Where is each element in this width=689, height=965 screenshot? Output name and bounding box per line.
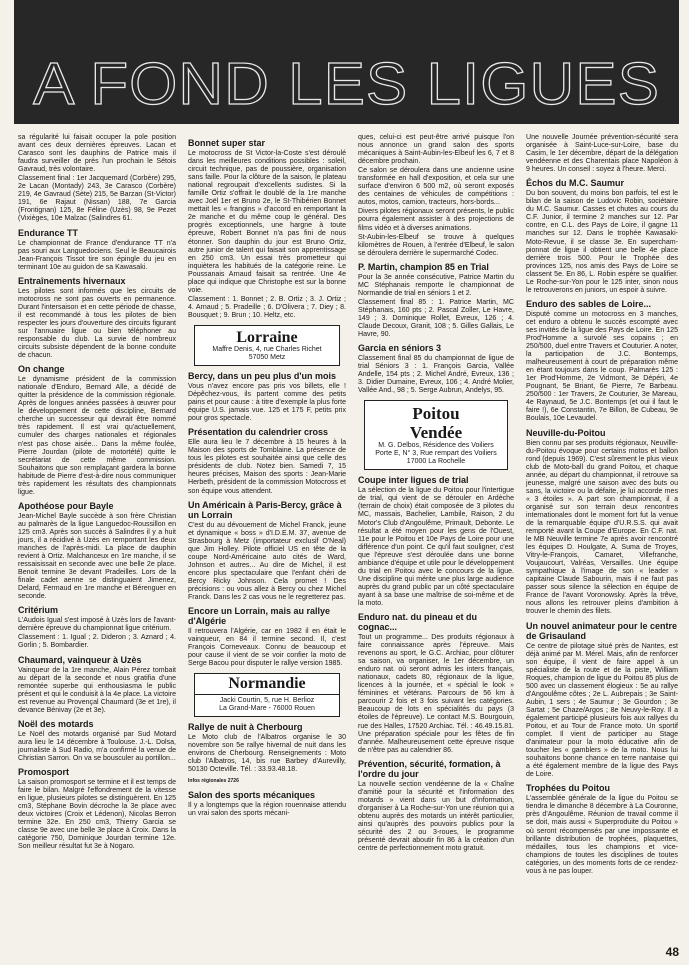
page-number: 48	[665, 945, 679, 959]
article-paragraph: Bien connu par ses produits régionaux, Neuville-du-Poitou évoque pour certains motos et ballon rond (depuis 1969). C'est sûrement le plus vieux club de Moto-ball du grand Poitou, et chaque année, au départ du championnat, il retrouve sa jeunesse, malgré une saison avec des buts ou sans, la victoire ou la défaite, je lui accorde mes « 3 étoiles ». A part son championnat, il a organisé sur son terrain deux rencontres internationales dont le moment fort fut la venue de la remarquable équipe d'U.R.S.S. qui avait remporté avant la Coupe d'Europe. En C.F. nat. le MB Neuville termine 7e après avoir rencontré les équipes D. Houlgate, A. Suma de Troyes, Vitry-le-François, Camaret, Villefranche, Voujaucourt, Valréas, Versailles. Une équipe sympathique à l'image de son « leader » capitaine Claude Sabourin, mais il ne faut pas passer sous silence la sélection en équipe de France de l'avant Voronowsky. Après la trêve, nous allons les retrouver pleins d'ambition à trouver le chemin des filets.	[526, 439, 678, 616]
article-paragraph: Classement final 85 du championnat de ligue de trial Séniors 3 : 1. François Garcia, Vallée Andelle, 154 pts ; 2. Michel André, Evreux, 136 ; 3. Didier Dumaine, Evreux, 106 ; 4. André Molier, Vallée And., 98 ; 5. Serge Aubrun, Andelys, 95.	[358, 355, 514, 395]
section-heading: Encore un Lorrain, mais au rallye d'Algérie	[188, 606, 331, 627]
league-address-line: M. G. Delbos, Résidence des Voiliers	[378, 442, 494, 450]
league-address-line: Maffre Denis, 4, rue Charles Richet	[212, 345, 322, 353]
caption-label: Infos régionales 2726	[188, 778, 239, 785]
article-paragraph: Vainqueur de la 1re manche, Alain Pérez tombait au départ de la seconde et nous gratifia d'une remontée superbe qui enthousiasma le public présent et qui le conduisit à la 4e place. La victoire est revenue au Provençal Chaumard (3e et 1re), il devance Bénivay (2e et 3e).	[18, 666, 176, 714]
column-4	[526, 134, 678, 877]
article-paragraph: Jean-Michel Bayle succède à son frère Christian au palmarès de la ligue Languedoc-Roussillon en 125 cm3. Après son succès à Salindres il y a huit jours, il a récidivé à Uzès en remportant les deux manches de l'après-midi. La place de dauphin revient à Ortiz. Malchanceux en 1re manche, il se ressaisissait en seconde avec une belle 2e place. Benoit termine 3e devant Pradeilles. Lors de la finale cadet aenne se distinguaient Jimenez, Delard, Fermaud en 1re manche et Bérenguer en seconde.	[18, 512, 176, 601]
section-heading: Coupe inter ligues de trial	[358, 475, 469, 486]
article-paragraph: Divers pilotes régionaux seront présents, le public pourra également assister à des projections de films vidéo et à diverses animations.	[358, 208, 514, 232]
section-heading: Entraînements hivernaux	[18, 275, 126, 286]
article-paragraph: Le Noël des motards organisé par Sud Motard aura lieu le 14 décembre à Toulouse. J.-L. Dolsa, journaliste à Sud Radio, m'a confirmé la venue de Christian Sarron. On va se bousculer au portillon...	[18, 730, 176, 762]
league-contact-box	[364, 400, 508, 470]
article-paragraph: Ce centre de pilotage situé près de Nantes, est déjà animé par M. Mérel. Mais, afin de renforcer son équipe, il vient de faire appel à un spécialiste de la route et de la piste, William Roques, champion de ligue du Poitou 85 plus de 500 avec un classement élogieux : 5e au rallye d'Angoulême côtes ; 2e L. Aubrepais ; 3e Saint-Aubin, 1 sers ; 4e Saumur ; 3e Gourdon ; 3e Sartat ; 5e Chaze/Argos ; 8e Neuvy-le-Roy. Il a également participé plusieurs fois aux rallyes du Poitou, et au Tour de France moto. Un sportif complet. Il vient de participer au Stage d'animateur pour la moto éducative afin de toucher les « gamblers » de la moto. Nous lui souhaitons bonne chance en terre nantaise qui a été également membre de la ligue des Pays de Loire.	[526, 642, 678, 779]
article-paragraph: Disputé comme un motocross en 3 manches, cet enduro a obtenu le succès escompté avec ses invités de la ligue des Pays de Loire. En 125 Prod'Homme a survolé ses copains ; en 250/500, duel entre Travers et Couturier. A noter, la participation de J.C. Bontemps, malheureusement à court de préparation même en étant toujours dans le coup. Palmarès 125 : 1er Prod'Homme, 2e Vidmont, 3e Dépéri, 4e Pougnant, 5e Briant, 6e Pierre, 7e Barbeau. 250/500 : 1er Travers, 2e Couturier, 3e Mareau, 4e Raynaud, 5e J.C. Bontemps (et oui il faut le faire !), 6e Constantin, 7e Billon, 8e Cubeau, 9e Boulais, 10e Levaudel.	[526, 310, 678, 423]
section-heading: Rallye de nuit à Cherbourg	[188, 722, 303, 733]
article-paragraph: Une nouvelle Journée prévention-sécurité sera organisée à Saint-Luce-sur-Loire, base du Casim, le 1er décembre, départ de la délégation vendéenne et des Charentais place Napoléon à 9 heures. Un conseil : soyez à l'heure. Merci.	[526, 134, 678, 174]
section-heading: Bonnet super star	[188, 138, 266, 148]
column-1	[18, 134, 176, 852]
article-paragraph: ques, celui-ci est peut-être arrivé puisque l'on nous annonce un grand salon des sports mécaniques à Saint-Aubin-les-Elbeuf les 6, 7 et 8 décembre prochain.	[358, 134, 514, 166]
section-heading: Présentation du calendrier cross	[188, 427, 329, 438]
section-heading: Prévention, sécurité, formation, à l'ordre du jour	[358, 758, 501, 779]
league-contact-box	[194, 673, 340, 717]
article-paragraph: Le dynamisme président de la commission nationale d'Enduro, Bernard Alle, a décidé de quitter la présidence de la commission régionale. Après de longues années passées à œuvrer pour le développement de cette discipline, Bernard cherche un successeur qui devrait être nommé très rapidement. Il est vrai qu'actuellement, cumuler des charges nationales et régionales n'est pas chose aisée... Dans la même foulée, Pierre Jourdan (pilote de motortété) quitte le secrétariat de cette même commission. Souhaitons que son remplaçant gardera la bonne habitude de Pierre d'est-à-dire nous communiquer très rapidement les résultats des championnats ligue.	[18, 376, 176, 496]
article-paragraph: La nouvelle section vendéenne de la « Chaîne d'amitié pour la sécurité et l'information des motards » vient dans un but d'information, d'organiser à La Roche-sur-Yon une réunion qui a obtenu auprès des motards un intérêt particulier, ainsi qu'auprès des pouvoirs publics pour la sécurité des 2 ou 3-roues, le programme présenté devrait aboutir fin 86 à la création d'un centre de perfectionnement moto gratuit.	[358, 780, 514, 853]
section-heading: Apothéose pour Bayle	[18, 500, 114, 511]
article-paragraph: Le motocross de St Victor-la-Coste s'est déroulé dans les meilleures conditions possibles : soleil, circuit technique, pas de poussière, organisation sans faille. Pour la clôture de la saison, le plateau national regroupait d'excellents sudistes. Si la famille Ortiz s'offrait le doublé de la 1re manche avec Joël 1er et Bruno 2e, le St-Thibérien Bonnet mettait les « frangins » d'accord en remportant la 2e manche et du même coup le général. Des progrès exceptionnels, une hargne à toute épreuve, Robert Bonnet n'a pas fini de nous étonner. Son dauphin du jour est Bruno Ortiz, autre junior de talent qui faisait son apprentissage en 250 cm3. Un essai très prometteur qui inquiètera les habitués de la catégorie reine. Le Poussanais Arnaud faisait sa rentrée. Une 4e place qui indique que Christophe est sur la bonne voie.	[188, 150, 346, 294]
section-heading: Neuville-du-Poitou	[526, 427, 606, 438]
league-name: Lorraine	[236, 328, 298, 346]
article-paragraph: sa régularité lui faisait occuper la pole position avant ces deux dernières épreuves. Lacan et Carasco sont les dauphins de Patrice mais il faudra surveiller de près l'un prochain le Sétois Gavraud, très volontaire.	[18, 134, 176, 174]
article-paragraph: Tout un programme... Des produits régionaux à faire connaissance après l'épreuve. Mais revenons au sport, le G.C. Archiac, pour clôturer sa saison, va organiser, le 1er décembre, un enduro nat. où seront admis les inters français, nationaux, cadets 80, régionaux de la ligue, licences à la journée, et « spécial le look » féminines et vétérans. Parcours de 56 km à parcourir 2 fois et 3 fois suivant les catégories. Beaucoup de lots en spécialités du pays (3 étoiles de l'épreuve). Le contact M.S. Bourgouin, rue des Halles, 17520 Archiac. Tél. : 46.49.15.81. Une préparation spéciale pour les fêtes de fin d'année. Malheureusement cette épreuve risque de n'être pas au calendrier 86.	[358, 634, 514, 754]
article-paragraph: Le Moto club de l'Albatros organise le 30 novembre son 5e rallye hivernal de nuit dans les environs de Cherbourg. Renseignements : Moto club l'Albatros, 14, bis rue Barbey d'Aurevilly, 50130 Octeville. Tél. : 33.93.48.18.	[188, 734, 346, 774]
section-heading: Enduro nat. du pineau et du cognac...	[358, 612, 477, 633]
article-paragraph: Le championnat de France d'endurance TT n'a pas souri aux Languedociens. Seul le Beaucairois Jean-François Tissot tire son épingle du jeu en terminant 10e au guidon de sa Kawasaki.	[18, 239, 176, 271]
article-paragraph: La saison promosport se termine et il est temps de faire le bilan. Malgré l'effondrement de la vitesse en ligue, plusieurs pilotes se distinguèrent. En 125 cm3, Stéphane Bovin décroche la 3e place avec deux victoires (Croix et Lédenon), Nicolas Berron termine 32e. En 250 cm3, Thierry Garcia se classe 9e avec une belle 3e place à Croix. Dans la catégorie 750, Dominique Jourdan termine 12e. Son meilleur résultat fut 3e à Nogaro.	[18, 779, 176, 851]
article-paragraph: Elle aura lieu le 7 décembre à 15 heures à la Maison des sports de Tomblaine. La présence de tous les pilotes est souhaitée ainsi que celle des présidents de club. Notez bien. Samedi 7, 15 heures précises, Maison des sports : Jean-Marie Herbeth, président de la commission Motocross et son équipe vous attendent.	[188, 439, 346, 495]
league-name: Poitou Vendée	[409, 404, 463, 443]
league-name: Normandie	[195, 675, 339, 695]
section-heading: Enduro des sables de Loire...	[526, 298, 652, 309]
section-heading: Salon des sports mécaniques	[188, 789, 316, 800]
section-heading: Un Américain à Paris-Bercy, grâce à un Lorrain	[188, 499, 342, 520]
article-paragraph: Classement final 85 : 1. Patrice Martin, MC Stéphanais, 160 pts ; 2. Pascal Zoller, Le Havre, 149 ; 3. Dominique Rollet, Evreux, 126 ; 4. Claude Decoux, Granit, 108 ; 5. Gilles Gallais, Le Havre, 90.	[358, 298, 514, 339]
section-heading: Bercy, dans un peu plus d'un mois	[188, 370, 336, 381]
section-heading: On change	[18, 364, 65, 375]
article-paragraph: Du bon souvent, du moins bon parfois, tel est le bilan de la saison de Ludovic Robin, sociétaire du M.C. Saumur. Casses et chutes au cours du C.F. Junior, il termine 2 manches sur 12. Par contre, en C.L. des Pays de Loire, il gagne 11 manches sur 12. Dans le trophée Kawasaki-Moto-Revue, il se classe 3e. En superchampionnat de ligue il obtient une belle 4e place derrière trois 500. Pour le Trophée des provinces 125, nos amis des Pays de Loire se classent 5e. En 86, L. Robin espère se qualifier. Le Roche-sur-Yon pour le 125 inter, sinon nous le retrouverons en juniors, un espoir à suivre.	[526, 190, 678, 294]
article-paragraph: L'assemblée générale de la ligue du Poitou se tiendra le dimanche 8 décembre à La Couronne, près d'Angoulême. Réunion de travail comme il se doit, mais aussi « Superproduite du Poitou » où seront récompensés par une impossante et brillante distribution de trophées, plaquettes, médailles, tous les champions et vice-champions de toutes les disciplines de toutes catégories, un des moments forts de ce rendez-vous à ne pas louper.	[526, 795, 678, 875]
section-heading: Promosport	[18, 767, 70, 777]
section-heading: Critérium	[18, 605, 59, 616]
article-paragraph: C'est du au dévouement de Michel Franck, jeune et dynamique « boss » d'I.D.E.M. 37, avenue de Strasbourg à Metz (importateur exclusif O'Neal) que Jim Holley. Pilote officiel US en tête de la coupe Nord-Américaine auto cités de Ward, Johnson et autres... Au dire de Michel, il est encore plus spectaculaire que l'enfant chéri de Bercy Ricky Johnson. Cela promet ! Des précisions : ou vous allez à Bercy ou chez Michel Franck. Dans les 2 cas vous ne le regretterez pas.	[188, 521, 346, 601]
column-3	[358, 134, 514, 854]
article-paragraph: Vous n'avez encore pas pris vos billets, elle ! Dépêchez-vous, ils partent comme des petits pains et pour cause : à titre d'exemple la plus forte équipe U.S. jamais vue. 125 et 175 F, petits prix pour gros spectacle.	[188, 382, 346, 423]
header-banner	[14, 0, 679, 124]
article-paragraph: Ce salon se déroulera dans une ancienne usine transformée en hall d'exposition, et cela sur une surface d'environ 6 500 m2, où seront exposés des centaines de véhicules de compétitions : autos, motos, camion, tracteurs, hors-bords...	[358, 167, 514, 207]
article-paragraph: La sélection de la ligue du Poitou pour l'intertigue de trial, qui vient de se dérouler en Ardèche (terrain de choix) était composée de 3 pilotes du MC, massais, Bachelier, Lambile, Raison, 2 du Motor's Club d'Angoulême, Primault, Debonte. Le résultat a été moyen pour les gens de l'Ouest, 11e pour le Poitou et 10e Pays de Loire pour une différence d'un point. Ce qu'il faut souligner, c'est que l'épreuve s'est déroulée dans une bonne ambiance d'équipe et utile pour le développement du trial en Poitou avec le concours de la ligue. Une discipline qui mérite une plus large audience auprès du grand public par un côté spectaculaire ayant à sa base une maîtrise de soi-même et de la moto.	[358, 487, 514, 607]
section-heading: Garcia en séniors 3	[358, 343, 442, 354]
article-paragraph: Il y a longtemps que la région rouennaise attendu un vrai salon des sports mécani-	[188, 801, 346, 817]
banner-title: A FOND LES LIGUES	[33, 51, 660, 118]
column-2	[188, 134, 346, 819]
article-paragraph: Classement : 1. Igual ; 2. Dideron ; 3. Aznard ; 4. Gorlin ; 5. Bombardier.	[18, 634, 176, 650]
section-heading: Endurance TT	[18, 227, 79, 238]
article-paragraph: St-Aubin-les-Elbeuf se trouve à quelques kilomètres de Rouen, à l'entrée d'Elbeuf, le salon se déroulera derrière le supermarché Codec.	[358, 233, 514, 257]
section-heading: P. Martin, champion 85 en Trial	[358, 261, 489, 272]
league-address-line: Porte E, N° 3, Rue rempart des Voiliers	[375, 450, 497, 458]
league-address-line: 17000 La Rochelle	[406, 458, 466, 466]
article-paragraph: L'Audois Igual s'est imposé à Uzès lors de l'avant-dernière épreuve du championnat ligue critérium.	[18, 617, 176, 633]
article-paragraph: Classement final : 1er Jacquemard (Corbère) 295, 2e Lacan (Montady) 243, 3e Carasco (Corbère) 219, 4e Gavraud (Sète) 215, 5e Barzan (St-Victor) 191, 6e Rajaut (Nissan) 188, 7e Garcia (Frontignan) 125, 8e Féline (Uzès) 98, 9e Pezet (Vixièges, 10e Malzac (Salindres 61.	[18, 175, 176, 223]
article-paragraph: Pour la 3e année consécutive, Patrice Martin du MC Stéphanais remporte le championnat de Normandie de trial en séniors 1 et 2.	[358, 273, 514, 297]
article-paragraph: Classement : 1. Bonnet ; 2. B. Ortiz ; 3. J. Ortiz ; 4. Arnaud ; 5. Pradeille ; 6. D'Olivera ; 7. Diey ; 8. Bousquet ; 9. Brun ; 10. Heltz, etc.	[188, 295, 346, 319]
section-heading: Trophées du Poitou	[526, 783, 611, 794]
league-address-line: La Grand-Mare - 76000 Rouen	[219, 705, 315, 713]
article-paragraph: Les pilotes sont informés que les circuits de motocross ne sont pas ouverts en permanence. Durant l'intersaison et en cette période de chasse, il est recommandé à tous les pilotes de bien respecter les jours d'ouverture des circuits figurant sur l'annuaire ligue ou bien téléphoner au responsable du club. La survie de nombreux circuits subsiste dépendent de la bonne conduite de chacun.	[18, 287, 176, 360]
section-heading: Un nouvel animateur pour le centre de Grisauland	[526, 620, 678, 641]
article-paragraph: Il retrouvera l'Algérie, car en 1982 il en était le vainqueur, en 84 il termine second. Il, c'est François Corneveaux. Connu de beaucoup et pour cause il vient de se voir confier la moto de Serge Bacou pour disputer le rallye version 1985.	[188, 628, 346, 668]
league-address-line: 57050 Metz	[248, 353, 286, 361]
section-heading: Noël des motards	[18, 718, 94, 729]
section-heading: Chaumard, vainqueur à Uzès	[18, 654, 142, 665]
league-address-line: Jacki Courtin, 5, rue H. Berlioz	[219, 697, 315, 705]
section-heading: Échos du M.C. Saumur	[526, 178, 625, 189]
league-contact-box	[194, 325, 340, 366]
